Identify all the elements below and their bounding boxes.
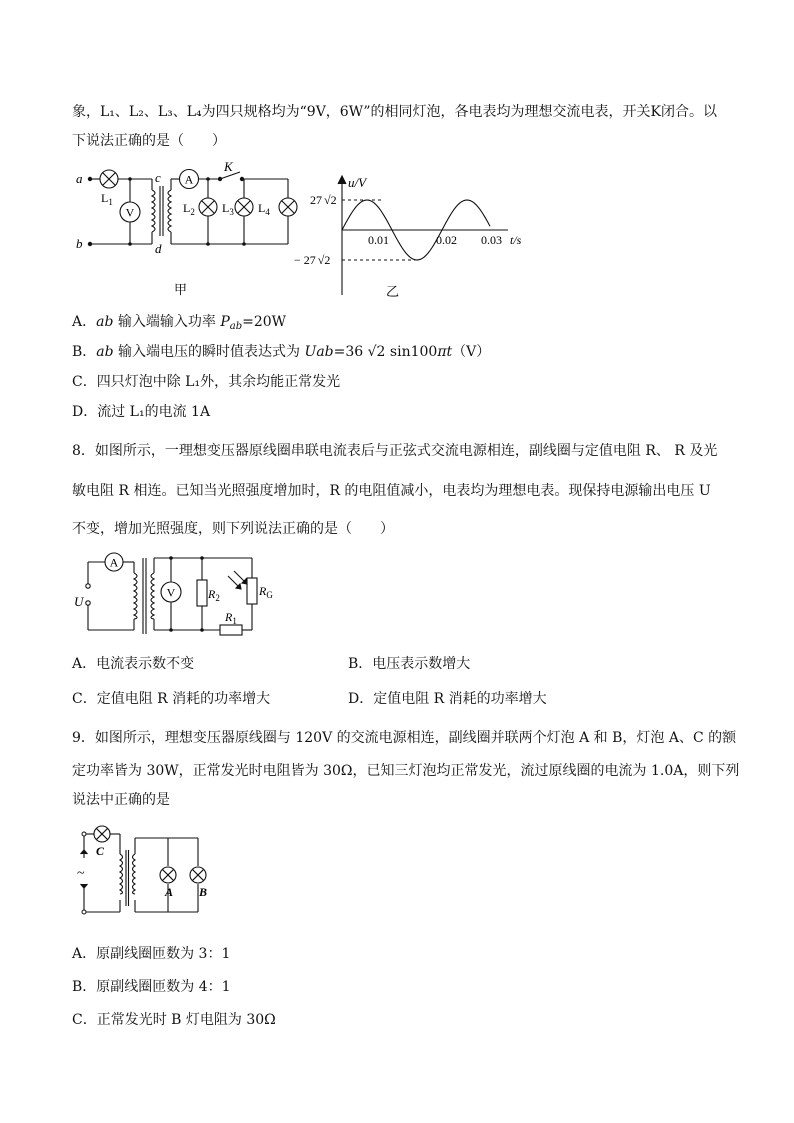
voltmeter-icon [120, 202, 140, 222]
terminal-d-label: d [155, 241, 162, 256]
y-axis-label: u/V [348, 175, 367, 190]
q7-stem-line2: 下说法正确的是（ ） [72, 133, 226, 149]
ammeter-icon [180, 170, 199, 189]
q8-option-b[interactable]: B．电压表示数增大 [348, 656, 471, 672]
ammeter-label: A [184, 172, 194, 187]
q9-stem-line1: 9．如图所示，理想变压器原线圈与 120V 的交流电源相连，副线圈并联两个灯泡 A 和 B，灯泡 A、C 的额 [72, 730, 737, 746]
p-subscript: ab [229, 321, 243, 332]
q8-stem-line3: 不变，增加光照强度，则下列说法正确的是（ ） [72, 521, 394, 537]
q7-figure-jia [72, 160, 300, 300]
q7-option-b[interactable] [72, 342, 490, 362]
terminal-a-label: a [76, 171, 83, 186]
figure-yi-caption: 乙 [386, 284, 400, 299]
option-unit: （V） [452, 344, 491, 360]
ab-symbol: ab [96, 344, 114, 360]
x-axis-label: t/s [510, 233, 522, 247]
switch-k-label: K [224, 160, 233, 174]
option-value: =20W [242, 314, 287, 330]
terminal-b-label: b [76, 236, 83, 251]
voltmeter-icon [161, 582, 181, 602]
source-u-label: U [74, 594, 84, 609]
u-symbol: Uab [304, 344, 334, 360]
voltmeter-label: V [166, 585, 176, 600]
lamp-l1-icon [100, 170, 118, 188]
lamp-c-icon [94, 826, 110, 842]
q7-stem-line1: 象，L₁、L₂、L₃、L₄为四只规格均为“9V，6W”的相同灯泡，各电表均为理想交流电表，开关K闭合。以 [72, 104, 717, 120]
option-letter: A． [72, 314, 97, 330]
lamp-l1-label: $L_1$ [101, 191, 113, 207]
x-tick-2: 0.03 [481, 233, 502, 247]
y-tick-top: 27 √2 [310, 193, 337, 207]
q7-figure-yi [288, 160, 538, 300]
ammeter-label: A [109, 555, 119, 570]
q9-stem-line3: 说法中正确的是 [72, 792, 170, 808]
sqrt-symbol: √2 [367, 344, 386, 360]
q7-option-c[interactable]: C．四只灯泡中除 L₁外，其余均能正常发光 [72, 374, 341, 390]
q8-stem-line2: 敏电阻 R 相连。已知当光照强度增加时，R 的电阻值减小，电表均为理想电表。现保持电源输出电压 U [72, 483, 711, 499]
p-symbol: P [220, 314, 230, 330]
option-equals: =36 [333, 344, 368, 360]
q8-figure [72, 548, 282, 640]
lamp-b-label: B [199, 885, 208, 899]
option-text: 输入端电压的瞬时值表达式为 [113, 344, 305, 360]
lamp-l4-label: $L_4$ [258, 201, 270, 217]
lamp-a-label: A [165, 885, 174, 899]
lamp-b-icon [190, 867, 206, 883]
lamp-a-icon [160, 867, 176, 883]
ab-symbol: ab [96, 314, 114, 330]
sin-text: sin100 [385, 344, 438, 360]
q9-stem-line2: 定功率皆为 30W，正常发光时电阻皆为 30Ω，已知三灯泡均正常发光，流过原线圈的电流为 1.0A，则下列 [72, 763, 740, 779]
q9-option-b[interactable]: B．原副线圈匝数为 4：1 [72, 979, 231, 995]
resistor-r2-label: $R_2$ [208, 587, 220, 603]
voltmeter-label: V [125, 205, 135, 220]
lamp-l3-label: $L_3$ [222, 201, 234, 217]
lamp-l3-icon [235, 198, 253, 216]
lamp-l2-label: $L_2$ [183, 201, 195, 217]
q8-option-a[interactable]: A．电流表示数不变 [72, 656, 195, 672]
pi-t-symbol: πt [437, 344, 453, 360]
resistor-rg-label: $R_G$ [259, 584, 273, 600]
y-tick-bottom: − 27 √2 [294, 253, 331, 267]
option-letter: B． [72, 344, 97, 360]
q7-option-d[interactable]: D．流过 L₁的电流 1A [72, 404, 211, 420]
figure-jia-caption: 甲 [174, 282, 188, 297]
q9-option-a[interactable]: A．原副线圈匝数为 3：1 [72, 946, 231, 962]
q9-figure [72, 824, 222, 920]
option-text: 输入端输入功率 [113, 314, 221, 330]
resistor-r1-label: $R_1$ [225, 610, 237, 626]
q9-option-c[interactable]: C．正常发光时 B 灯电阻为 30Ω [72, 1012, 276, 1028]
ammeter-icon [105, 553, 123, 571]
q8-option-d[interactable]: D．定值电阻 R 消耗的功率增大 [348, 691, 547, 707]
q7-option-a[interactable] [72, 312, 286, 337]
q8-stem-line1: 8．如图所示，一理想变压器原线圈串联电流表后与正弦式交流电源相连，副线圈与定值电阻 R、 R 及光 [72, 443, 718, 459]
ac-source-symbol: ~ [77, 866, 85, 881]
q8-option-c[interactable]: C．定值电阻 R 消耗的功率增大 [72, 691, 271, 707]
lamp-c-label: C [96, 844, 105, 858]
x-tick-1: 0.02 [436, 233, 457, 247]
terminal-c-label: c [155, 170, 161, 185]
lamp-l2-icon [199, 198, 217, 216]
x-tick-0: 0.01 [368, 233, 389, 247]
